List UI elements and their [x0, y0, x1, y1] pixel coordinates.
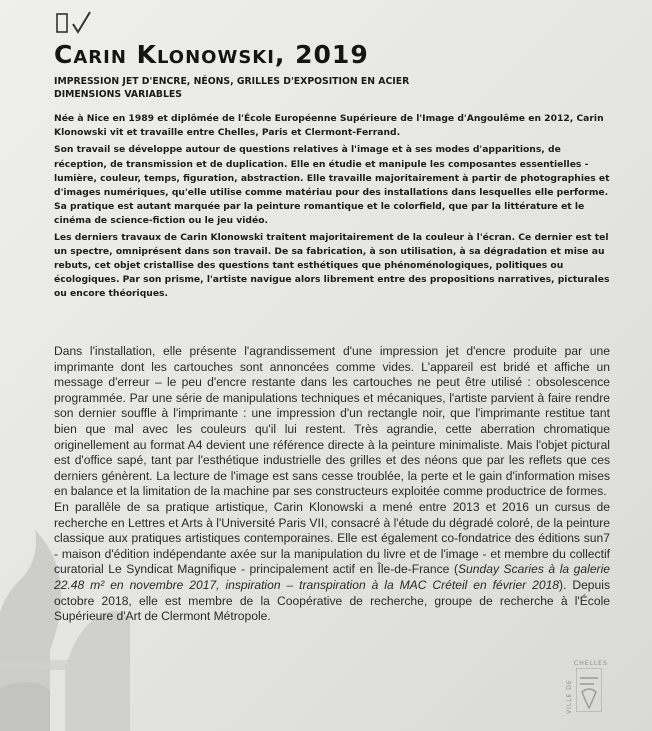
logo-vertical-text: VILLE DE	[566, 679, 573, 714]
artwork-description	[54, 344, 610, 625]
exhibition-references: Sunday Scaries à la galerie 22.48 m² en novembre 2017, inspiration – transpiration à la MAC Créteil en février 2018	[54, 562, 610, 592]
checkmark-icon	[56, 10, 96, 36]
artwork-medium	[54, 76, 574, 101]
bio-paragraph-2: Son travail se développe autour de questions relatives à l'image et à ses modes d'apparitions, de réception, de transmission et de duplication. Elle en étudie et manipule les composantes essentielles - lumière, couleur, temps, figuration, abstraction. Elle travaille majoritairement à partir de photographies et d'images numériques, qu'elle utilise comme matériau pour des installations dans lesquelles elle performe. Sa pratique est autant marquée par la peinture romantique et le colorfield, que par la littérature et le cinéma de science-fiction ou le jeu vidéo.	[54, 144, 610, 227]
description-paragraph-2-end: ). Depuis octobre 2018, elle est membre de la Coopérative de recherche, groupe de recherche à l'École Supérieure d'Art de Clermont Métropole.	[54, 577, 610, 624]
medium-line: IMPRESSION JET D'ENCRE, NÉONS, GRILLES D'EXPOSITION EN ACIER	[54, 76, 410, 87]
dimensions-line: DIMENSIONS VARIABLES	[54, 88, 182, 100]
description-paragraph-2-text: En parallèle de sa pratique artistique, Carin Klonowski a mené entre 2013 et 2016 un cursus de recherche en Lettres et Arts à l'Université Paris VII, consacré à l'étude du dégradé coloré, de la peinture classique aux pratiques artistiques contemporaines. Elle est également co-fondatrice des éditions sun7 - maison d'édition indépendante axée sur la manipulation du livre et de l'image - et membre du collectif curatorial Le Syndicat Magnifique - principalement actif en Île-de-France (	[54, 499, 610, 577]
artwork-title: Carin Klonowski, 2019	[54, 40, 369, 69]
logo-top-text: CHELLES	[574, 660, 608, 667]
description-paragraph-1: Dans l'installation, elle présente l'agrandissement d'une impression jet d'encre produite par une imprimante dont les cartouches sont annoncées comme vides. L'appareil est bridé et affiche un message d'erreur – le peu d'encre restante dans les cartouches ne peut être utilisé : obsolescence programmée. Par une série de manipulations techniques et mécaniques, l'artiste parvient à faire rendre son dernier souffle à l'imprimante : une impression d'un rectangle noir, que l'imprimante restitue tant bien que mal avec les couleurs qu'il lui restent. Très agrandie, cette aberration chromatique originellement au format A4 devient une référence directe à la peinture minimaliste. Mais l'objet pictural est d'office sapé, tant par l'esthétique industrielle des grilles et des néons que par les reflets que ces derniers génèrent. La lecture de l'image est sans cesse troublée, la perte et le gain d'information mises en balance et la limitation de la machine par ses constructeurs exploitée comme productrice de formes.	[54, 344, 610, 499]
artist-biography	[54, 112, 614, 304]
description-paragraph-2	[54, 500, 610, 625]
bio-paragraph-3: Les derniers travaux de Carin Klonowski traitent majoritairement de la couleur à l'écran. Ce dernier est tel un spectre, omniprésent dans son travail. De sa fabrication, à son utilisation, à sa dégradation et mise au rebuts, cet objet cristallise des questions tant esthétiques que phénoménologiques, politiques ou écologiques. Par son prisme, l'artiste navigue alors librement entre des propositions narratives, picturales ou encore théoriques.	[54, 231, 610, 300]
bio-paragraph-1: Née à Nice en 1989 et diplômée de l'École Européenne Supérieure de l'Image d'Angoulême en 2012, Carin Klonowski vit et travaille entre Chelles, Paris et Clermont-Ferrand.	[54, 113, 604, 139]
city-logo-icon	[576, 668, 602, 712]
